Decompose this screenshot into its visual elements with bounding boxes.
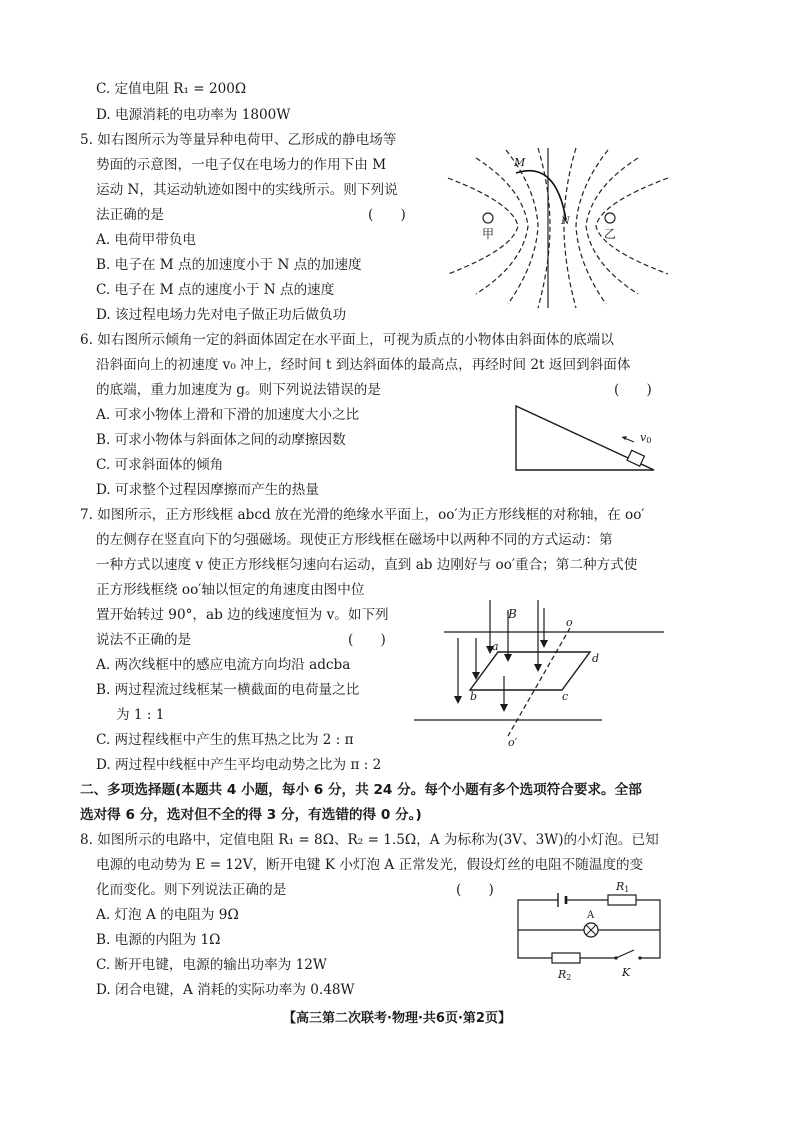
q7-label-o: o bbox=[566, 616, 573, 629]
q6-stem-line3: 的底端，重力加速度为 g。则下列说法错误的是 bbox=[96, 382, 381, 398]
q5-charge-yi bbox=[605, 213, 615, 223]
q7-option-c: C. 两过程线框中产生的焦耳热之比为 2 : π bbox=[96, 732, 354, 748]
q8-resistor-r1 bbox=[608, 895, 636, 905]
q6-stem-line2: 沿斜面向上的初速度 v₀ 冲上，经时间 t 到达斜面体的最高点，再经时间 2t 返回到斜面体 bbox=[96, 357, 631, 373]
q5-option-b: B. 电子在 M 点的加速度小于 N 点的加速度 bbox=[96, 257, 362, 273]
q7-stem-line6: 说法不正确的是 bbox=[96, 632, 192, 648]
q6-velocity-arrowhead bbox=[622, 436, 627, 440]
q7-option-d: D. 两过程中线框中产生平均电动势之比为 π : 2 bbox=[96, 757, 382, 773]
q5-option-a: A. 电荷甲带负电 bbox=[96, 232, 197, 248]
q7-stem-line5: 置开始转过 90°，ab 边的线速度恒为 v。如下列 bbox=[96, 607, 389, 623]
q6-answer-paren: ( ) bbox=[614, 382, 652, 398]
q5-stem-line1: 5. 如右图所示为等量异种电荷甲、乙形成的静电场等 bbox=[80, 132, 397, 148]
q5-equipotential-figure bbox=[438, 148, 678, 310]
q7-magnetic-field-figure bbox=[412, 596, 664, 748]
q8-switch-k bbox=[616, 950, 634, 958]
q8-option-d: D. 闭合电键，A 消耗的实际功率为 0.48W bbox=[96, 982, 355, 998]
q5-charge-jia bbox=[483, 213, 493, 223]
q5-equipotential-left-3 bbox=[506, 150, 538, 304]
q7-stem-line1: 7. 如图所示，正方形线框 abcd 放在光滑的绝缘水平面上，oo′为正方形线框的对称轴，在 oo′ bbox=[80, 507, 645, 523]
q5-equipotential-left-1 bbox=[448, 178, 518, 274]
q7-label-b: b bbox=[470, 690, 478, 703]
q8-label-r2: R2 bbox=[558, 968, 572, 982]
q7-field-arrow-2 bbox=[504, 654, 512, 662]
q5-option-c: C. 电子在 M 点的速度小于 N 点的速度 bbox=[96, 282, 335, 298]
q6-option-c: C. 可求斜面体的倾角 bbox=[96, 457, 224, 473]
q8-wire-right bbox=[636, 900, 660, 958]
q8-option-c: C. 断开电键，电源的输出功率为 12W bbox=[96, 957, 327, 973]
q5-equipotential-right-4 bbox=[564, 148, 576, 308]
q5-option-d: D. 该过程电场力先对电子做正功后做负功 bbox=[96, 307, 347, 323]
q8-resistor-r2 bbox=[552, 953, 580, 963]
q7-label-d: d bbox=[592, 652, 600, 665]
page-footer: 【高三第二次联考·物理·共6页·第2页】 bbox=[283, 1011, 511, 1026]
q8-wire-left bbox=[518, 900, 558, 958]
q7-stem-line2: 的左侧存在竖直向下的匀强磁场。现使正方形线框在磁场中以两种不同的方式运动：第 bbox=[96, 532, 613, 548]
q7-square-frame bbox=[470, 652, 590, 690]
q7-label-o-prime: o′ bbox=[508, 736, 518, 749]
q5-stem-line3: 运动 N，其运动轨迹如图中的实线所示。则下列说 bbox=[96, 182, 398, 198]
q7-option-b-line2: 为 1 : 1 bbox=[116, 707, 165, 723]
q5-label-yi: 乙 bbox=[604, 227, 617, 241]
q8-label-a: A bbox=[587, 910, 595, 921]
q7-option-b-line1: B. 两过程流过线框某一横截面的电荷量之比 bbox=[96, 682, 360, 698]
q6-option-a: A. 可求小物体上滑和下滑的加速度大小之比 bbox=[96, 407, 360, 423]
q4-option-c: C. 定值电阻 R₁ = 200Ω bbox=[96, 81, 247, 97]
q8-option-b: B. 电源的内阻为 1Ω bbox=[96, 932, 221, 948]
q5-equipotential-right-2 bbox=[586, 158, 638, 294]
q5-label-jia: 甲 bbox=[482, 227, 495, 241]
q7-stem-line4: 正方形线框绕 oo′轴以恒定的角速度由图中位 bbox=[96, 582, 365, 598]
q8-stem-line2: 电源的电动势为 E = 12V，断开电键 K 小灯泡 A 正常发光，假设灯丝的电阻不随温度的变 bbox=[96, 857, 644, 873]
q7-label-b-field: B bbox=[508, 607, 517, 621]
q8-circuit-diagram bbox=[512, 880, 668, 982]
q5-stem-line2: 势面的示意图，一电子仅在电场力的作用下由 M bbox=[96, 157, 387, 173]
q5-trajectory bbox=[516, 171, 566, 220]
q8-switch-pivot bbox=[614, 956, 617, 959]
q8-option-a: A. 灯泡 A 的电阻为 9Ω bbox=[96, 907, 239, 923]
section-2-header-line1: 二、多项选择题(本题共 4 小题，每小 6 分，共 24 分。每个小题有多个选项符合要求。全部 bbox=[80, 782, 642, 798]
q6-incline-figure bbox=[514, 404, 664, 476]
q6-stem-line1: 6. 如右图所示倾角一定的斜面体固定在水平面上，可视为质点的小物体由斜面体的底端以 bbox=[80, 332, 614, 348]
q7-label-a: a bbox=[492, 640, 499, 653]
section-2-header-line2: 选对得 6 分，选对但不全的得 3 分，有选错的得 0 分。) bbox=[80, 807, 422, 823]
q8-switch-contact bbox=[638, 956, 641, 959]
q8-label-k: K bbox=[622, 966, 631, 979]
q5-label-m: M bbox=[514, 156, 526, 169]
q7-label-c: c bbox=[562, 690, 569, 703]
q7-answer-paren: ( ) bbox=[348, 632, 386, 648]
q7-stem-line3: 一种方式以速度 v 使正方形线框匀速向右运动，直到 ab 边刚好与 oo′重合；第二种方式使 bbox=[96, 557, 638, 573]
q7-field-arrow-3 bbox=[534, 664, 542, 672]
q8-label-r1: R1 bbox=[616, 880, 630, 894]
q5-stem-line4: 法正确的是 bbox=[96, 207, 164, 223]
q8-stem-line3: 化而变化。则下列说法正确的是 bbox=[96, 882, 287, 898]
q7-field-arrow-4 bbox=[540, 640, 548, 648]
q7-field-arrow-5 bbox=[454, 696, 462, 704]
q6-option-d: D. 可求整个过程因摩擦而产生的热量 bbox=[96, 482, 319, 498]
q4-option-d: D. 电源消耗的电功率为 1800W bbox=[96, 107, 291, 123]
q8-answer-paren: ( ) bbox=[456, 882, 494, 898]
q5-answer-paren: ( ) bbox=[368, 207, 406, 223]
q6-option-b: B. 可求小物体与斜面体之间的动摩擦因数 bbox=[96, 432, 346, 448]
q6-label-v0: v0 bbox=[640, 431, 652, 445]
q5-equipotential-left-2 bbox=[476, 158, 528, 294]
q5-equipotential-right-1 bbox=[596, 178, 668, 274]
q7-field-arrow-7 bbox=[500, 704, 508, 712]
q5-label-n: N bbox=[561, 216, 570, 227]
q8-stem-line1: 8. 如图所示的电路中，定值电阻 R₁ = 8Ω、R₂ = 1.5Ω，A 为标称为(3V、3W)的小灯泡。已知 bbox=[80, 832, 659, 848]
q7-option-a: A. 两次线框中的感应电流方向均沿 adcba bbox=[96, 657, 351, 673]
